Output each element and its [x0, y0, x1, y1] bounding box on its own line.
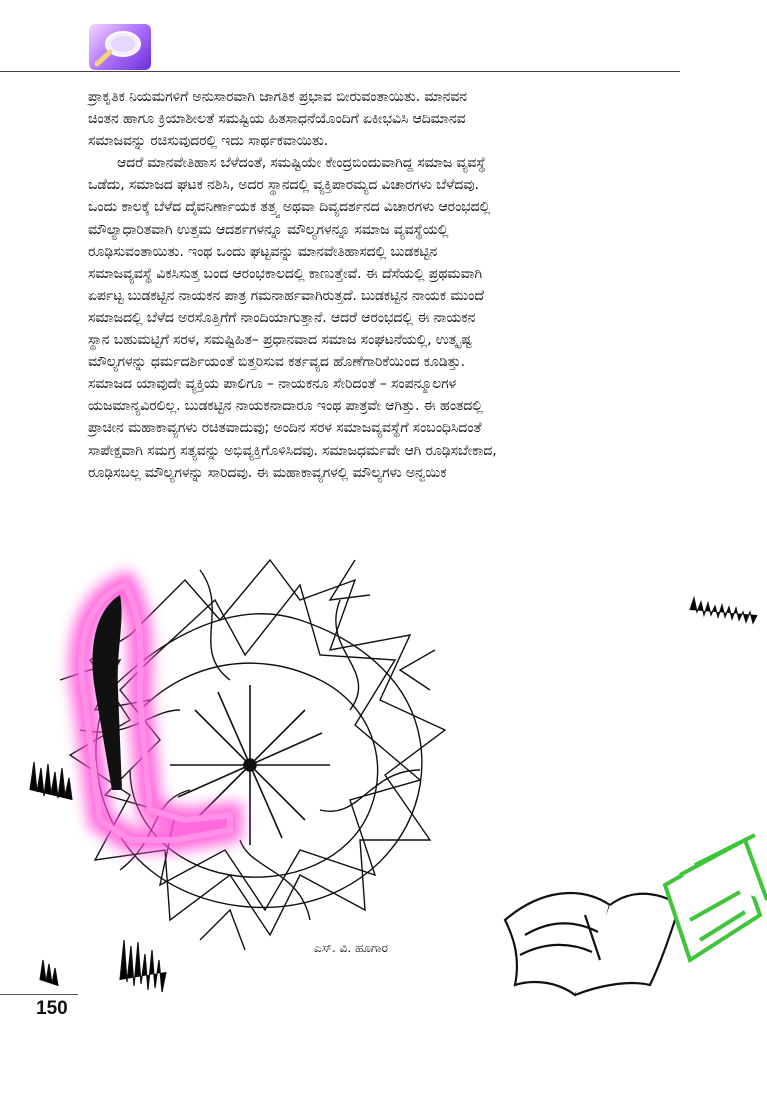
text-line: ಚಿಂತನ ಹಾಗೂ ಕ್ರಿಯಾಶೀಲತೆ ಸಮಷ್ಟಿಯ ಹಿತಸಾಧನೆಯೊಂದಿಗೆ ಏಕೀಭವಿಸಿ ಆದಿಮಾನವ	[88, 111, 466, 128]
text-line: ರೂಢಿಸುವಂತಾಯಿತು. ಇಂಥ ಒಂದು ಘಟ್ಟವನ್ನು ಮಾನವೇತಿಹಾಸದಲ್ಲಿ ಬುಡಕಟ್ಟಿನ	[88, 243, 438, 260]
text-line: ಸಮಾಜವನ್ನು ರಚಿಸುವುದರಲ್ಲಿ ಇದು ಸಾರ್ಥಕವಾಯಿತು.	[88, 133, 328, 150]
header-rule	[0, 71, 680, 72]
text-line: ಸಮಾಜದ ಯಾವುದೇ ವ್ಯಕ್ತಿಯ ಪಾಲಿಗೂ – ನಾಯಕನೂ ಸೇರಿದಂತೆ – ಸಂಪನ್ಮೂಲಗಳ	[88, 376, 457, 393]
text-line: ಮೌಲ್ಯಾಧಾರಿತವಾಗಿ ಉತ್ತಮ ಆದರ್ಶಗಳನ್ನೂ ಮೌಲ್ಯಗಳನ್ನೂ ಸಮಾಜ ವ್ಯವಸ್ಥೆಯಲ್ಲಿ	[88, 221, 449, 238]
text-line: ಒಂದು ಕಾಲಕ್ಕೆ ಬೆಳೆದ ದೈವನಿರ್ಣಾಯಕ ತತ್ತ್ವ ಅಥವಾ ದಿವ್ಯದರ್ಶನದ ವಿಚಾರಗಳು ಆರಂಭದಲ್ಲಿ	[88, 199, 491, 216]
paragraph-1	[88, 86, 678, 152]
text-line: ಸ್ಥಾನ ಬಹುಮಟ್ಟಿಗೆ ಸರಳ, ಸಮಷ್ಟಿಹಿತ– ಪ್ರಧಾನವಾದ ಸಮಾಜ ಸಂಘಟನೆಯಲ್ಲಿ, ಉತ್ಕೃಷ್ಟ	[88, 332, 472, 349]
page-number: 150	[36, 998, 68, 1019]
paragraph-2	[88, 152, 678, 483]
text-line: ರೂಢಿಸಬಲ್ಲ ಮೌಲ್ಯಗಳನ್ನು ಸಾರಿದವು. ಈ ಮಹಾಕಾವ್ಯಗಳಲ್ಲಿ ಮೌಲ್ಯಗಳು ಅನ್ವಯಿಕ	[88, 464, 447, 481]
text-line: ಆದರೆ ಮಾನವೇತಿಹಾಸ ಬೆಳೆದಂತೆ, ಸಮಷ್ಟಿಯೇ ಕೇಂದ್ರಬಿಂದುವಾಗಿದ್ದ ಸಮಾಜ ವ್ಯವಸ್ಥೆ	[117, 155, 486, 172]
text-line: ಪ್ರಾಚೀನ ಮಹಾಕಾವ್ಯಗಳು ರಚಿತವಾದುವು; ಅಂದಿನ ಸರಳ ಸಮಾಜವ್ಯವಸ್ಥೆಗೆ ಸಂಬಂಧಿಸಿದಂತೆ	[88, 420, 482, 437]
text-line: ಸಾಪೇಕ್ಷವಾಗಿ ಸಮಗ್ರ ಸತ್ಯವನ್ನು ಅಭಿವ್ಯಕ್ತಿಗೊಳಿಸಿದವು. ಸಮಾಜಧರ್ಮವೇ ಆಗಿ ರೂಢಿಸಬೇಕಾದ,	[88, 442, 497, 459]
text-line: ಸಮಾಜದಲ್ಲಿ ಬೆಳೆದ ಅರಸೊತ್ತಿಗೆಗೆ ನಾಂದಿಯಾಗುತ್ತಾನೆ. ಆದರೆ ಆರಂಭದಲ್ಲಿ ಈ ನಾಯಕನ	[88, 309, 476, 326]
footer-rule	[0, 994, 78, 995]
text-line: ಮೌಲ್ಯಗಳನ್ನು ಧರ್ಮದರ್ಶಿಯಂತೆ ಬಿತ್ತರಿಸುವ ಕರ್ತವ್ಯದ ಹೊಣೆಗಾರಿಕೆಯಿಂದ ಕೂಡಿತ್ತು.	[88, 354, 465, 371]
body-text	[88, 86, 678, 484]
green-books-icon	[665, 835, 767, 960]
illustration	[0, 540, 767, 1000]
magnifier-icon	[89, 24, 151, 70]
illustration-caption: ಎಸ್. ವಿ. ಹೂಗಾರ	[314, 941, 389, 955]
text-line: ಯಜಮಾನ್ಯವಿರಲಿಲ್ಲ. ಬುಡಕಟ್ಟಿನ ನಾಯಕನಾದಾರೂ ಇಂಥ ಪಾತ್ರವೇ ಆಗಿತ್ತು. ಈ ಹಂತದಲ್ಲಿ	[88, 398, 483, 415]
text-line: ಸಮಾಜವ್ಯವಸ್ಥೆ ವಿಕಸಿಸುತ್ತ ಬಂದ ಆರಂಭಕಾಲದಲ್ಲಿ ಕಾಣುತ್ತೇವೆ. ಈ ದೆಸೆಯಲ್ಲಿ ಪ್ರಥಮವಾಗಿ	[88, 265, 483, 282]
text-line: ಪ್ರಾಕೃತಿಕ ನಿಯಮಗಳಿಗೆ ಅನುಸಾರವಾಗಿ ಜಾಗತಿಕ ಪ್ರಭಾವ ಬೀರುವಂತಾಯಿತು. ಮಾನವನ	[88, 89, 467, 105]
open-book-icon	[505, 893, 680, 995]
text-line: ಏರ್ಪಟ್ಟ ಬುಡಕಟ್ಟಿನ ನಾಯಕನ ಪಾತ್ರ ಗಮನಾರ್ಹವಾಗಿರುತ್ತದೆ. ಬುಡಕಟ್ಟಿನ ನಾಯಕ ಮುಂದೆ	[88, 287, 484, 304]
text-line: ಒಡೆದು, ಸಮಾಜದ ಘಟಕ ನಶಿಸಿ, ಅದರ ಸ್ಥಾನದಲ್ಲಿ ವ್ಯಕ್ತಿಪಾರಮ್ಯದ ವಿಚಾರಗಳು ಬೆಳೆದವು.	[88, 177, 479, 194]
